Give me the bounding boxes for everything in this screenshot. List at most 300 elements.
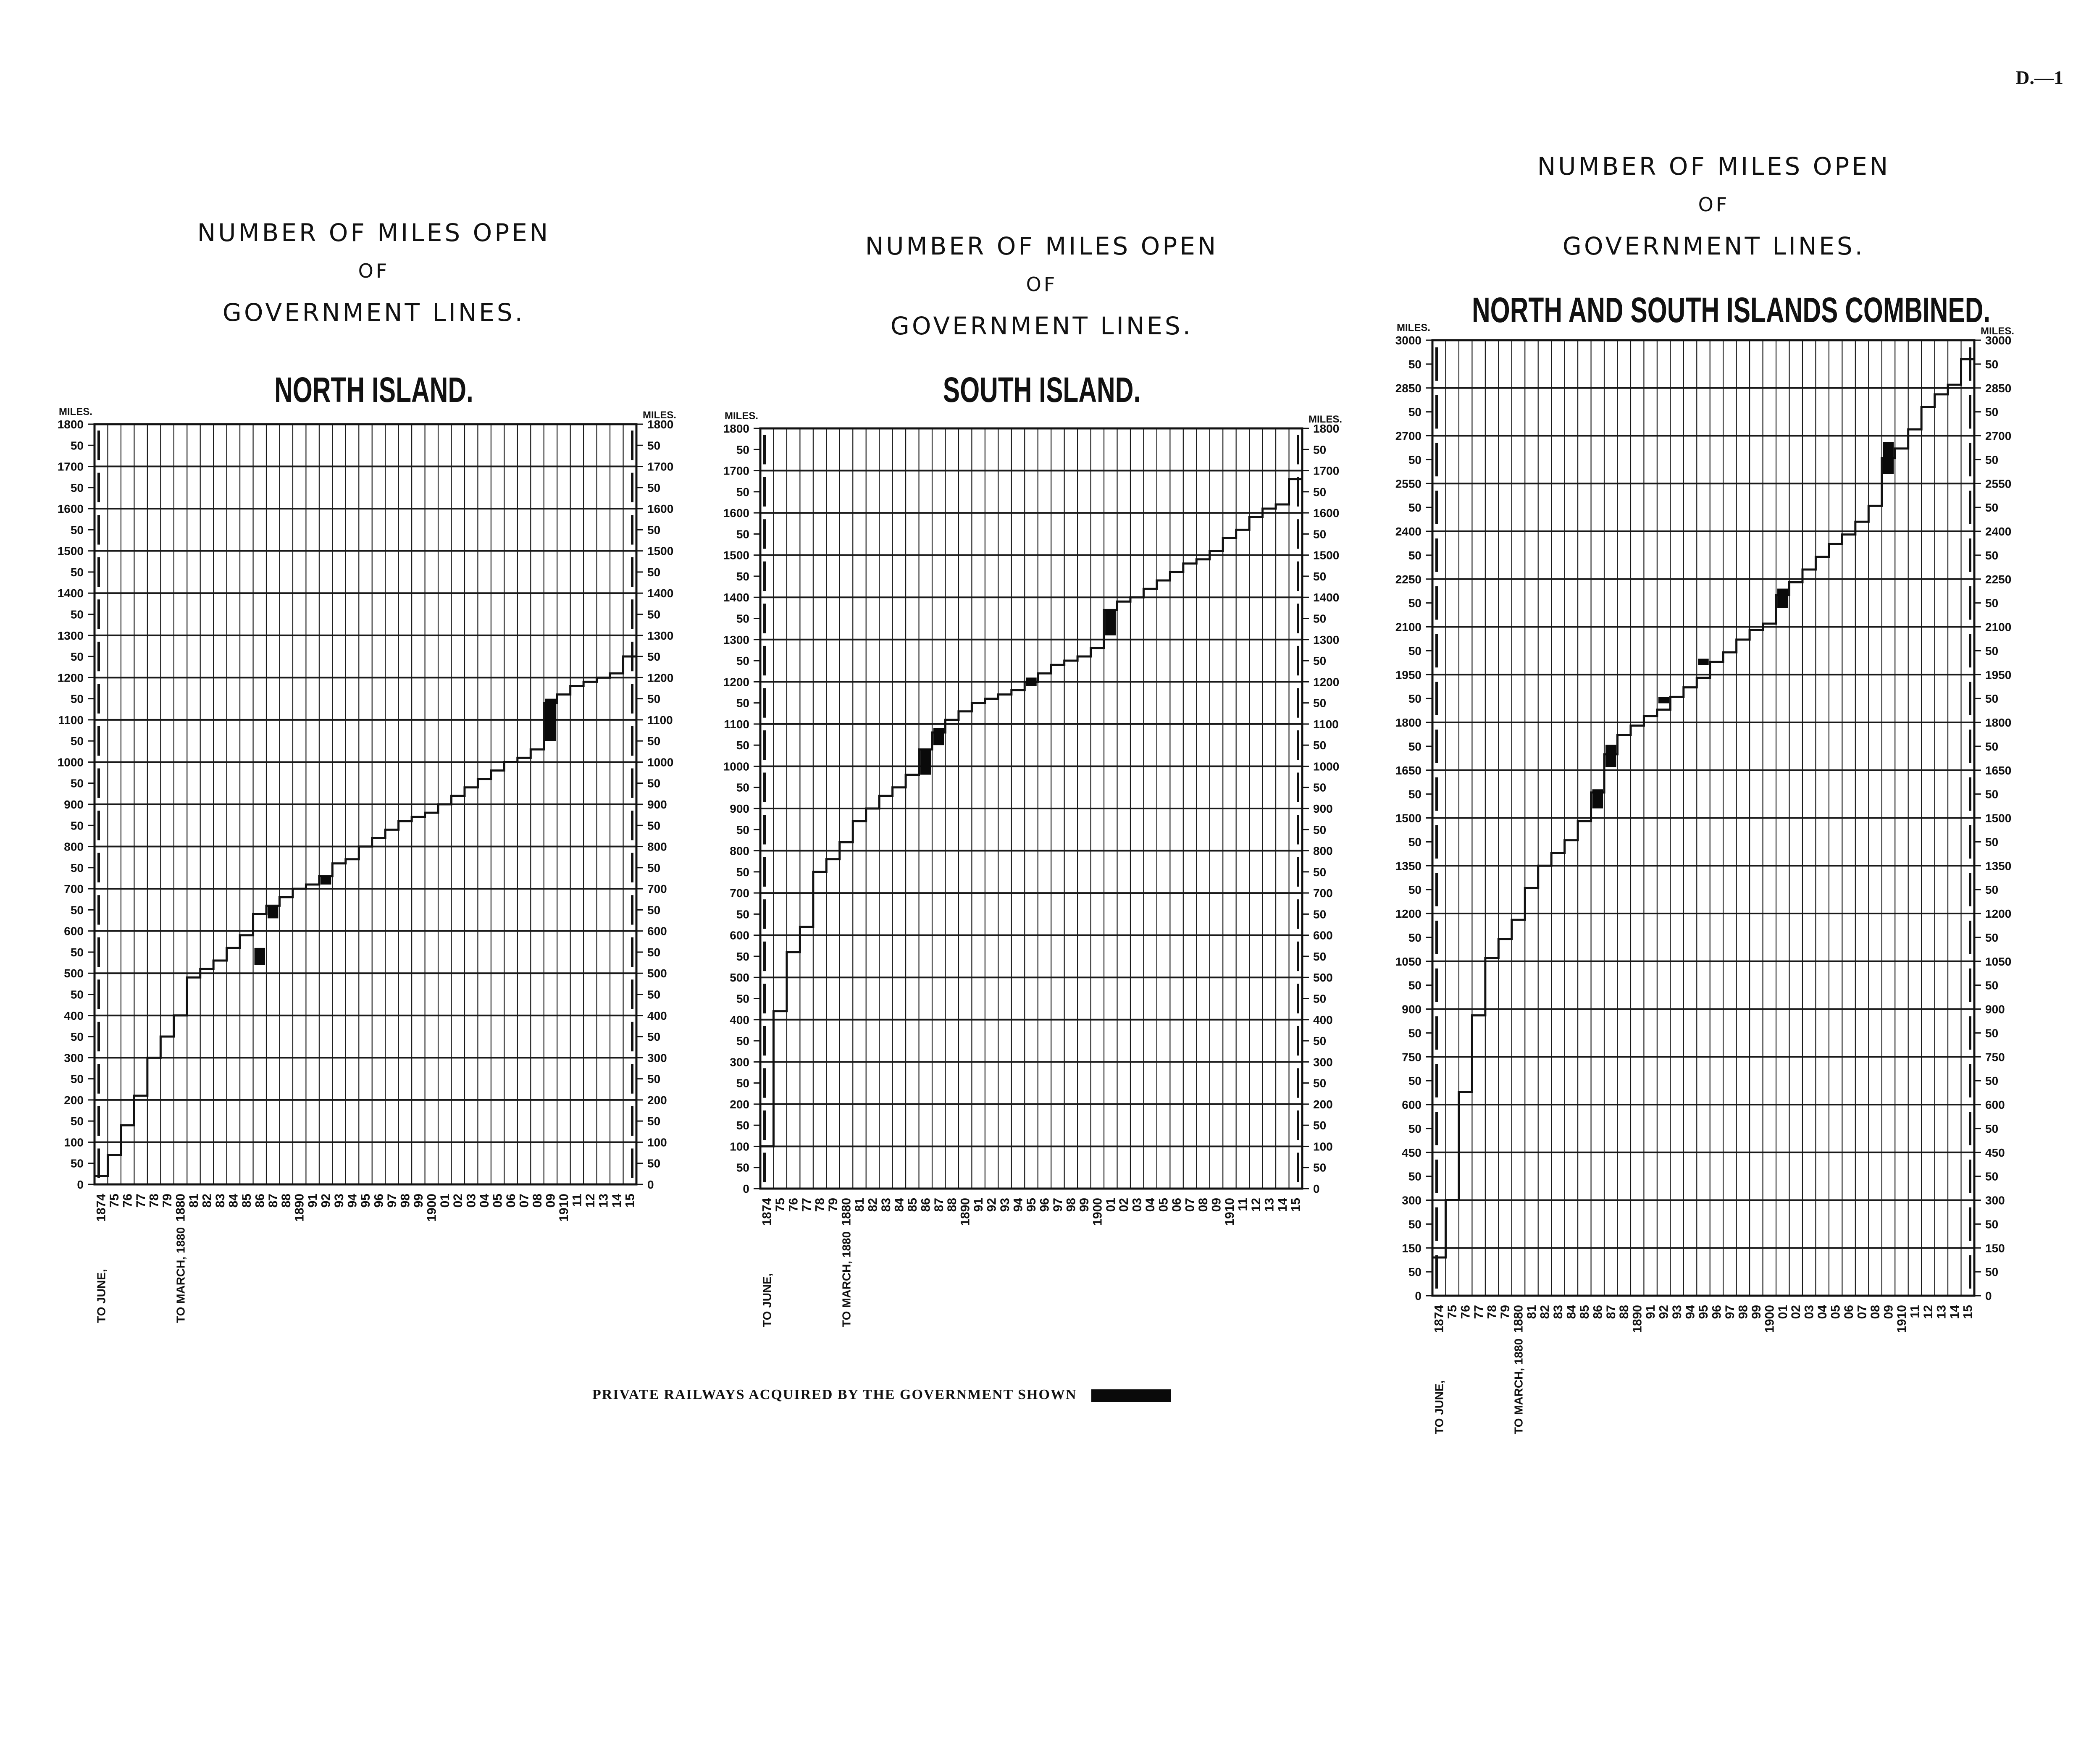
y-tick-label-left: 50 (70, 1157, 84, 1170)
acquired-block (1883, 442, 1894, 474)
y-tick-label-left: 1950 (1395, 668, 1421, 682)
y-tick-label-right: 700 (647, 882, 667, 896)
y-tick-label-left: 1050 (1395, 955, 1421, 968)
x-tick-label: 04 (478, 1194, 492, 1208)
acquired-block (1605, 745, 1616, 767)
y-tick-label-left: 0 (1415, 1289, 1421, 1302)
y-tick-label-right: 1100 (647, 713, 673, 727)
y-tick-label-right: 50 (1313, 865, 1327, 879)
x-tick-label: 99 (1749, 1305, 1763, 1319)
acquired-block (1698, 659, 1708, 665)
y-tick-label-left: 1600 (723, 507, 749, 520)
page-reference: D.—1 (2015, 67, 2063, 88)
y-tick-label-right: 50 (647, 735, 661, 748)
heading-line3: GOVERNMENT LINES. (222, 298, 526, 327)
y-tick-label-left: 50 (1408, 979, 1421, 992)
y-tick-label-left: 50 (736, 1076, 749, 1090)
x-tick-label: 75 (108, 1194, 122, 1208)
y-tick-label-right: 50 (1985, 1170, 1999, 1183)
x-tick-label: 77 (134, 1194, 148, 1208)
x-tick-label: 1900 (1090, 1198, 1105, 1226)
y-tick-label-right: 50 (1313, 950, 1327, 963)
x-tick-label: 05 (1829, 1305, 1843, 1319)
y-tick-label-left: 1100 (58, 713, 84, 727)
x-tick-label: 91 (972, 1198, 986, 1212)
y-tick-label-right: 50 (1313, 696, 1327, 710)
chart-title: NORTH ISLAND. (274, 370, 473, 410)
x-tick-label: 98 (1064, 1198, 1078, 1212)
y-tick-label-right: 1300 (1313, 633, 1340, 646)
y-tick-label-right: 50 (1313, 739, 1327, 752)
x-tick-label: 99 (1077, 1198, 1091, 1212)
y-tick-label-right: 300 (647, 1051, 667, 1065)
acquired-block (268, 906, 278, 918)
y-tick-label-left: 50 (70, 439, 84, 452)
x-tick-label: 11 (570, 1194, 584, 1207)
y-tick-label-right: 2550 (1985, 477, 2012, 491)
chart-south-island-svg (714, 378, 1395, 1764)
y-tick-label-right: 50 (647, 988, 661, 1001)
y-tick-label-left: 450 (1402, 1146, 1421, 1159)
x-tick-label: 98 (398, 1194, 413, 1208)
y-tick-label-right: 50 (1313, 1034, 1327, 1048)
x-tick-label: 77 (1472, 1305, 1486, 1319)
y-tick-label-right: 50 (1985, 596, 1999, 610)
x-tick-label: 85 (905, 1198, 920, 1212)
y-tick-label-left: 50 (1408, 1265, 1421, 1279)
x-tick-label: 91 (306, 1194, 320, 1208)
y-tick-label-left: 300 (1402, 1194, 1421, 1207)
y-tick-label-right: 50 (1985, 644, 1999, 658)
acquired-block (1658, 697, 1669, 703)
x-tick-label: 95 (359, 1194, 373, 1208)
x-tick-label: 97 (1723, 1305, 1737, 1319)
y-tick-label-right: 50 (647, 819, 661, 832)
y-tick-label-left: 50 (736, 443, 749, 457)
y-tick-label-left: 1400 (57, 587, 84, 600)
y-tick-label-left: 1200 (1395, 907, 1421, 920)
y-tick-label-left: 1100 (724, 717, 749, 731)
x-tick-label: 94 (1011, 1198, 1025, 1212)
y-tick-label-right: 50 (1313, 654, 1327, 668)
x-tick-label: 97 (385, 1194, 399, 1208)
y-tick-label-left: 1700 (723, 464, 749, 478)
y-tick-label-right: 50 (1985, 405, 1999, 419)
x-tick-label: 13 (1262, 1198, 1277, 1212)
y-tick-label-left: 50 (1408, 1074, 1421, 1088)
x-tick-label: 04 (1143, 1198, 1158, 1212)
acquired-block (920, 749, 931, 774)
x-tick-label: 79 (160, 1194, 175, 1208)
x-tick-label: 79 (1498, 1305, 1513, 1319)
y-tick-label-right: 50 (647, 481, 661, 494)
heading-line1: NUMBER OF MILES OPEN (1537, 152, 1891, 181)
y-tick-label-right: 50 (647, 903, 661, 917)
x-tick-label: 05 (491, 1194, 505, 1208)
y-tick-label-right: 450 (1985, 1146, 2005, 1159)
y-tick-label-left: 100 (730, 1140, 749, 1153)
x-tick-label: 88 (279, 1194, 294, 1208)
y-tick-label-right: 1100 (1313, 717, 1339, 731)
chart-north-island-svg (50, 378, 731, 1764)
x-tick-label: 06 (1842, 1305, 1856, 1319)
y-tick-label-left: 50 (1408, 1218, 1421, 1231)
x-tick-label: 92 (985, 1198, 999, 1212)
y-tick-label-left: 50 (1408, 644, 1421, 658)
y-tick-label-right: 600 (647, 924, 667, 938)
y-axis-units-right: MILES. (1981, 326, 2015, 337)
y-tick-label-right: 1300 (647, 629, 674, 642)
y-tick-label-right: 50 (1985, 1218, 1999, 1231)
y-tick-label-right: 200 (1313, 1097, 1333, 1111)
x-tick-label: 93 (1670, 1305, 1684, 1319)
note-march: TO MARCH, 1880 (840, 1231, 853, 1327)
y-tick-label-left: 50 (70, 608, 84, 621)
x-tick-label: 01 (1104, 1198, 1118, 1212)
y-tick-label-left: 200 (64, 1093, 84, 1107)
y-tick-label-right: 50 (647, 608, 661, 621)
y-tick-label-right: 1800 (647, 418, 674, 431)
chart-combined-svg (1378, 302, 2071, 1436)
x-tick-label: 1890 (292, 1194, 307, 1222)
x-tick-label: 84 (892, 1198, 906, 1212)
y-tick-label-right: 50 (647, 945, 661, 959)
x-tick-label: 79 (826, 1198, 841, 1212)
y-tick-label-left: 500 (64, 967, 84, 980)
y-tick-label-left: 50 (70, 735, 84, 748)
x-tick-label: 85 (1577, 1305, 1592, 1319)
x-tick-label: 15 (1289, 1198, 1303, 1212)
y-tick-label-right: 0 (1985, 1289, 1992, 1302)
y-tick-label-left: 1300 (57, 629, 84, 642)
x-tick-label: 96 (1038, 1198, 1052, 1212)
y-tick-label-left: 50 (1408, 596, 1421, 610)
x-tick-label: 75 (773, 1198, 788, 1212)
y-tick-label-left: 50 (1408, 883, 1421, 897)
y-tick-label-right: 1500 (647, 544, 674, 558)
y-tick-label-right: 50 (1985, 1074, 1999, 1088)
y-tick-label-right: 1350 (1985, 859, 2012, 873)
x-tick-label: 03 (1130, 1198, 1144, 1212)
y-tick-label-left: 0 (77, 1178, 84, 1191)
x-tick-label: 04 (1816, 1305, 1830, 1319)
acquired-block (1777, 589, 1788, 608)
y-tick-label-right: 400 (1313, 1013, 1333, 1026)
x-tick-label: 08 (1868, 1305, 1883, 1319)
x-tick-label: 77 (800, 1198, 814, 1212)
y-tick-label-right: 50 (647, 1030, 661, 1044)
y-tick-label-right: 800 (647, 840, 667, 853)
note-march: TO MARCH, 1880 (174, 1227, 187, 1323)
x-tick-label: 94 (345, 1194, 360, 1208)
y-tick-label-left: 400 (64, 1009, 84, 1022)
y-tick-label-right: 750 (1985, 1050, 2005, 1064)
y-tick-label-left: 100 (64, 1136, 84, 1149)
y-tick-label-left: 2550 (1395, 477, 1421, 491)
y-tick-label-right: 50 (1313, 1076, 1327, 1090)
heading-line1: NUMBER OF MILES OPEN (865, 232, 1219, 260)
y-tick-label-left: 50 (70, 692, 84, 706)
x-tick-label: 84 (1564, 1305, 1579, 1319)
y-tick-label-right: 50 (1313, 612, 1327, 625)
y-tick-label-right: 900 (647, 798, 667, 811)
acquired-block (255, 948, 265, 965)
x-tick-label: 83 (879, 1198, 893, 1212)
x-tick-label: 76 (1458, 1305, 1473, 1319)
x-tick-label: 96 (372, 1194, 386, 1208)
y-tick-label-right: 50 (647, 1115, 661, 1128)
x-tick-label: 76 (121, 1194, 135, 1208)
x-tick-label: 12 (1921, 1305, 1935, 1319)
y-tick-label-left: 1000 (57, 756, 84, 769)
x-tick-label: 09 (1881, 1305, 1896, 1319)
x-tick-label: 12 (1249, 1198, 1263, 1212)
x-tick-label: 78 (147, 1194, 161, 1208)
x-tick-label: 14 (1275, 1198, 1290, 1212)
x-tick-label: 1880 (173, 1194, 188, 1222)
acquired-swatch (1091, 1389, 1171, 1402)
x-tick-label: 86 (253, 1194, 267, 1208)
y-tick-label-left: 50 (70, 650, 84, 664)
y-tick-label-right: 50 (1985, 501, 1999, 514)
chart-title: SOUTH ISLAND. (943, 370, 1141, 410)
acquired-block (1592, 789, 1603, 808)
y-tick-label-right: 300 (1985, 1194, 2005, 1207)
y-tick-label-right: 50 (1985, 1265, 1999, 1279)
y-tick-label-right: 3000 (1985, 334, 2012, 347)
y-tick-label-left: 50 (736, 696, 749, 710)
x-tick-label: 14 (610, 1194, 624, 1208)
y-tick-label-left: 1300 (723, 633, 749, 646)
y-tick-label-left: 50 (736, 950, 749, 963)
x-tick-label: 87 (266, 1194, 280, 1208)
y-tick-label-right: 600 (1313, 929, 1333, 942)
y-tick-label-left: 2400 (1395, 525, 1421, 538)
x-tick-label: 13 (596, 1194, 611, 1208)
y-tick-label-left: 700 (730, 887, 749, 900)
x-tick-label: 82 (866, 1198, 880, 1212)
footer-text: PRIVATE RAILWAYS ACQUIRED BY THE GOVERNMENT SHOWN (592, 1387, 1077, 1402)
series-step-line (1432, 360, 1974, 1258)
y-tick-label-right: 300 (1313, 1055, 1333, 1069)
y-tick-label-left: 1200 (723, 675, 749, 689)
y-tick-label-left: 50 (1408, 357, 1421, 371)
y-tick-label-left: 50 (736, 865, 749, 879)
x-tick-label: 12 (583, 1194, 597, 1208)
acquired-block (321, 876, 331, 885)
y-tick-label-right: 1500 (1313, 549, 1340, 562)
y-tick-label-right: 50 (1985, 357, 1999, 371)
y-tick-label-left: 2700 (1395, 429, 1421, 443)
x-tick-label: 81 (852, 1198, 867, 1212)
y-tick-label-left: 3000 (1395, 334, 1421, 347)
y-tick-label-right: 2100 (1985, 620, 2012, 634)
y-tick-label-right: 0 (647, 1178, 654, 1191)
y-tick-label-left: 50 (736, 654, 749, 668)
y-tick-label-right: 50 (1985, 549, 1999, 562)
y-axis-units-right: MILES. (1309, 414, 1343, 425)
acquired-block (933, 728, 944, 745)
y-tick-label-right: 700 (1313, 887, 1333, 900)
x-tick-label: 07 (1183, 1198, 1197, 1212)
x-tick-label: 81 (1524, 1305, 1539, 1319)
y-tick-label-right: 50 (1313, 443, 1327, 457)
x-tick-label: 09 (1209, 1198, 1224, 1212)
x-tick-label: 02 (1789, 1305, 1803, 1319)
x-tick-label: 76 (786, 1198, 801, 1212)
y-tick-label-left: 600 (730, 929, 749, 942)
y-tick-label-right: 1200 (1313, 675, 1340, 689)
y-tick-label-left: 50 (70, 945, 84, 959)
y-tick-label-left: 50 (1408, 1170, 1421, 1183)
y-tick-label-right: 50 (647, 692, 661, 706)
y-tick-label-left: 50 (70, 523, 84, 537)
x-tick-label: 78 (1485, 1305, 1499, 1319)
y-tick-label-left: 50 (1408, 788, 1421, 801)
y-tick-label-left: 1700 (57, 460, 84, 473)
y-tick-label-right: 50 (647, 1157, 661, 1170)
y-tick-label-right: 50 (1985, 931, 1999, 944)
y-tick-label-left: 0 (743, 1182, 749, 1195)
y-tick-label-right: 400 (647, 1009, 667, 1022)
y-tick-label-left: 1800 (57, 418, 84, 431)
y-tick-label-left: 400 (730, 1013, 749, 1026)
y-tick-label-right: 1000 (1313, 760, 1340, 773)
y-tick-label-right: 500 (647, 967, 667, 980)
acquired-block (1026, 677, 1036, 686)
y-tick-label-right: 1800 (1313, 422, 1340, 435)
y-tick-label-left: 1000 (723, 760, 749, 773)
y-tick-label-right: 50 (647, 650, 661, 664)
y-tick-label-right: 1600 (647, 502, 674, 516)
y-tick-label-left: 50 (1408, 501, 1421, 514)
x-tick-label: 1910 (1222, 1198, 1237, 1226)
x-tick-label: 82 (200, 1194, 214, 1208)
x-tick-label: 15 (1961, 1305, 1975, 1319)
x-tick-label: 86 (919, 1198, 933, 1212)
y-tick-label-left: 1500 (1395, 811, 1421, 825)
y-tick-label-left: 50 (1408, 740, 1421, 753)
y-tick-label-left: 50 (736, 528, 749, 541)
y-tick-label-right: 50 (1313, 1119, 1327, 1132)
y-tick-label-left: 150 (1402, 1242, 1421, 1255)
x-tick-label: 01 (1776, 1305, 1790, 1319)
y-tick-label-right: 50 (1313, 1161, 1327, 1174)
note-june: TO JUNE, (760, 1273, 774, 1327)
y-tick-label-right: 50 (647, 861, 661, 874)
x-tick-label: 87 (1604, 1305, 1618, 1319)
y-tick-label-right: 50 (1313, 823, 1327, 837)
acquired-block (1105, 610, 1116, 635)
x-tick-label: 01 (438, 1194, 452, 1208)
x-tick-label: 95 (1697, 1305, 1711, 1319)
y-tick-label-left: 2250 (1395, 572, 1421, 586)
x-tick-label: 1880 (1511, 1305, 1526, 1333)
y-tick-label-left: 50 (1408, 931, 1421, 944)
y-tick-label-left: 50 (736, 781, 749, 794)
y-tick-label-right: 50 (647, 777, 661, 790)
x-tick-label: 99 (411, 1194, 426, 1208)
y-tick-label-left: 50 (736, 570, 749, 583)
y-tick-label-right: 50 (647, 565, 661, 579)
y-tick-label-right: 50 (1985, 788, 1999, 801)
x-tick-label: 1874 (760, 1198, 774, 1226)
y-tick-label-right: 50 (1313, 528, 1327, 541)
y-tick-label-left: 50 (1408, 1026, 1421, 1040)
y-axis-units-right: MILES. (643, 410, 677, 421)
y-tick-label-left: 50 (736, 992, 749, 1005)
y-tick-label-left: 50 (70, 777, 84, 790)
x-tick-label: 1874 (94, 1194, 108, 1222)
y-tick-label-left: 50 (70, 903, 84, 917)
y-tick-label-right: 1700 (1313, 464, 1340, 478)
y-tick-label-left: 1350 (1395, 859, 1421, 873)
x-tick-label: 85 (239, 1194, 254, 1208)
x-tick-label: 08 (531, 1194, 545, 1208)
y-tick-label-left: 1500 (723, 549, 749, 562)
x-tick-label: 88 (1617, 1305, 1632, 1319)
y-tick-label-right: 50 (1985, 1122, 1999, 1135)
x-tick-label: 84 (226, 1194, 241, 1208)
y-tick-label-left: 2100 (1395, 620, 1421, 634)
y-tick-label-right: 1000 (647, 756, 674, 769)
x-tick-label: 1910 (1894, 1305, 1909, 1333)
heading-line2: OF (1026, 273, 1058, 296)
y-tick-label-right: 600 (1985, 1098, 2005, 1111)
heading-line1: NUMBER OF MILES OPEN (197, 218, 551, 247)
x-tick-label: 87 (932, 1198, 946, 1212)
x-tick-label: 94 (1683, 1305, 1697, 1319)
x-tick-label: 08 (1196, 1198, 1211, 1212)
x-tick-label: 88 (945, 1198, 959, 1212)
footer-legend (592, 1387, 1171, 1403)
y-tick-label-left: 50 (1408, 549, 1421, 562)
y-tick-label-left: 50 (736, 485, 749, 499)
y-tick-label-right: 1200 (1985, 907, 2012, 920)
x-tick-label: 1880 (839, 1198, 854, 1226)
y-tick-label-left: 600 (1402, 1098, 1421, 1111)
y-tick-label-right: 1400 (647, 587, 674, 600)
y-tick-label-right: 0 (1313, 1182, 1320, 1195)
y-tick-label-left: 900 (1402, 1003, 1421, 1016)
x-tick-label: 83 (213, 1194, 227, 1208)
y-tick-label-right: 2400 (1985, 525, 2012, 538)
y-tick-label-left: 50 (70, 565, 84, 579)
y-tick-label-right: 50 (1985, 883, 1999, 897)
y-tick-label-left: 800 (64, 840, 84, 853)
x-tick-label: 93 (332, 1194, 347, 1208)
y-tick-label-right: 2250 (1985, 572, 2012, 586)
y-tick-label-left: 50 (736, 612, 749, 625)
x-tick-label: 1900 (1763, 1305, 1777, 1333)
y-tick-label-left: 700 (64, 882, 84, 896)
y-tick-label-right: 1400 (1313, 591, 1340, 604)
y-tick-label-left: 800 (730, 844, 749, 858)
y-tick-label-left: 50 (70, 861, 84, 874)
x-tick-label: 96 (1710, 1305, 1724, 1319)
y-tick-label-left: 50 (736, 739, 749, 752)
y-tick-label-right: 150 (1985, 1242, 2005, 1255)
y-tick-label-right: 50 (647, 523, 661, 537)
heading-line3: GOVERNMENT LINES. (1562, 232, 1866, 260)
y-tick-label-left: 50 (736, 1119, 749, 1132)
y-tick-label-right: 900 (1313, 802, 1333, 815)
y-tick-label-right: 500 (1313, 971, 1333, 984)
x-tick-label: 06 (1170, 1198, 1184, 1212)
y-tick-label-left: 50 (70, 988, 84, 1001)
x-tick-label: 13 (1934, 1305, 1949, 1319)
y-tick-label-right: 50 (1313, 992, 1327, 1005)
